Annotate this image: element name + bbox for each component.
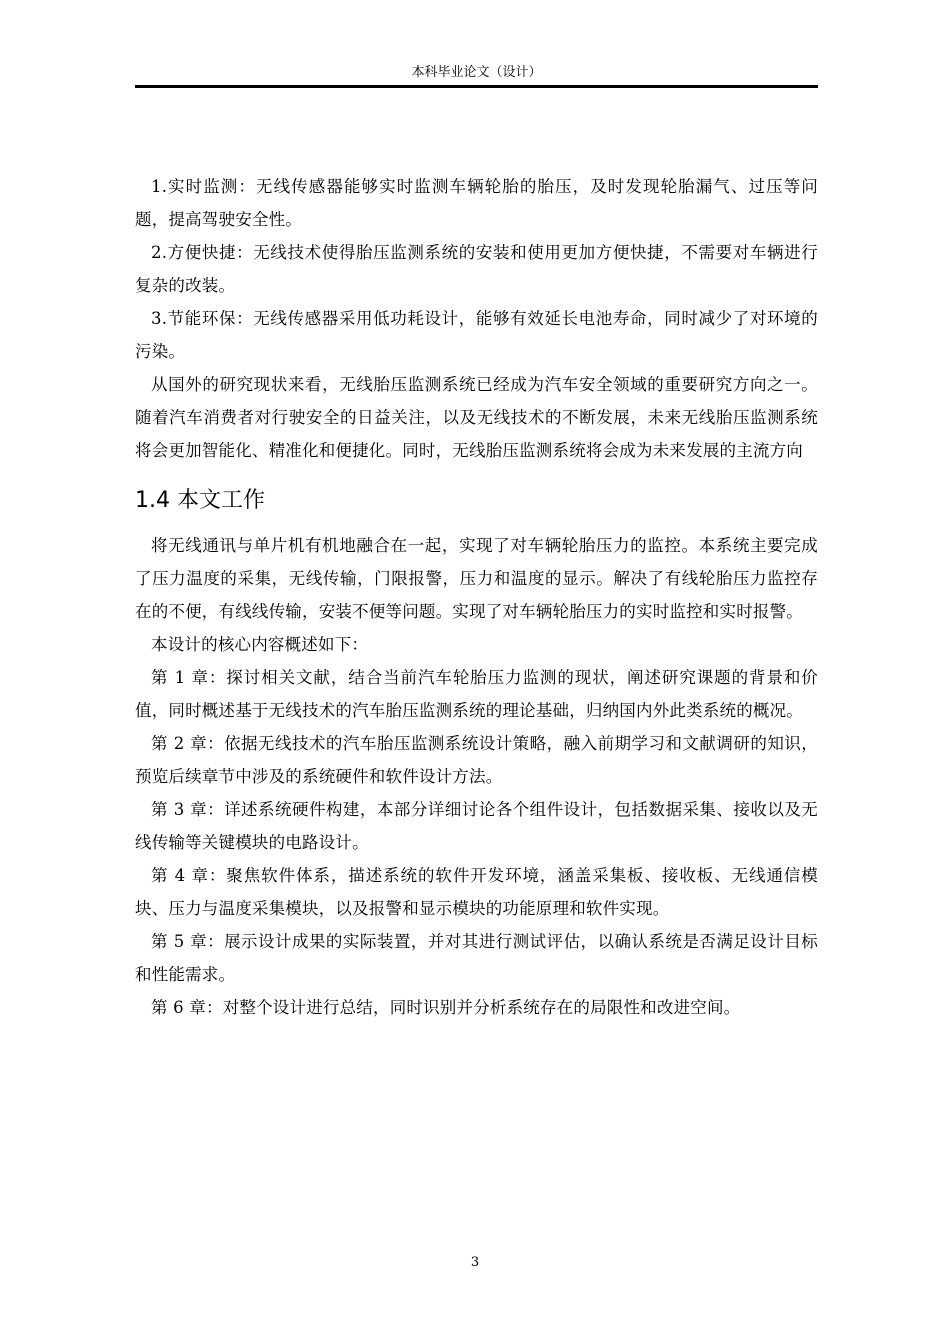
paragraph-chapter-4: 第 4 章：聚焦软件体系，描述系统的软件开发环境，涵盖采集板、接收板、无线通信模块、压力与温度采集模块，以及报警和显示模块的功能原理和软件实现。 [135, 866, 818, 918]
paragraph-chapter-2: 第 2 章：依据无线技术的汽车胎压监测系统设计策略，融入前期学习和文献调研的知识，预览后续章节中涉及的系统硬件和软件设计方法。 [135, 734, 818, 786]
paragraph-convenience: 2.方便快捷：无线技术使得胎压监测系统的安装和使用更加方便快捷，不需要对车辆进行复杂的改装。 [135, 243, 818, 295]
section-heading: 1.4 本文工作 [135, 488, 265, 513]
paragraph-chapter-6: 第 6 章：对整个设计进行总结，同时识别并分析系统存在的局限性和改进空间。 [151, 998, 741, 1017]
header-divider [135, 85, 818, 88]
page-header: 本科毕业论文（设计） [411, 65, 542, 80]
paragraph-chapter-3: 第 3 章：详述系统硬件构建，本部分详细讨论各个组件设计，包括数据采集、接收以及无线传输等关键模块的电路设计。 [135, 800, 818, 852]
page-number: 3 [470, 1255, 480, 1270]
paragraph-energy-saving: 3.节能环保：无线传感器采用低功耗设计，能够有效延长电池寿命，同时减少了对环境的污染。 [135, 309, 818, 361]
paragraph-outline-intro: 本设计的核心内容概述如下： [151, 635, 369, 654]
paragraph-research-status: 从国外的研究现状来看，无线胎压监测系统已经成为汽车安全领域的重要研究方向之一。随着汽车消费者对行驶安全的日益关注，以及无线技术的不断发展，未来无线胎压监测系统将会更加智能化、精准化和便捷化。同时，无线胎压监测系统将会成为未来发展的主流方向 [135, 375, 818, 460]
document-body [135, 170, 818, 1024]
paragraph-work-summary: 将无线通讯与单片机有机地融合在一起，实现了对车辆轮胎压力的监控。本系统主要完成了压力温度的采集，无线传输，门限报警，压力和温度的显示。解决了有线轮胎压力监控存在的不便，有线线传输，安装不便等问题。实现了对车辆轮胎压力的实时监控和实时报警。 [135, 536, 818, 621]
paragraph-chapter-5: 第 5 章：展示设计成果的实际装置，并对其进行测试评估，以确认系统是否满足设计目标和性能需求。 [135, 932, 818, 984]
paragraph-realtime-monitoring: 1.实时监测：无线传感器能够实时监测车辆轮胎的胎压，及时发现轮胎漏气、过压等问题，提高驾驶安全性。 [135, 177, 818, 229]
paragraph-chapter-1: 第 1 章：探讨相关文献，结合当前汽车轮胎压力监测的现状，阐述研究课题的背景和价值，同时概述基于无线技术的汽车胎压监测系统的理论基础，归纳国内外此类系统的概况。 [135, 668, 818, 720]
